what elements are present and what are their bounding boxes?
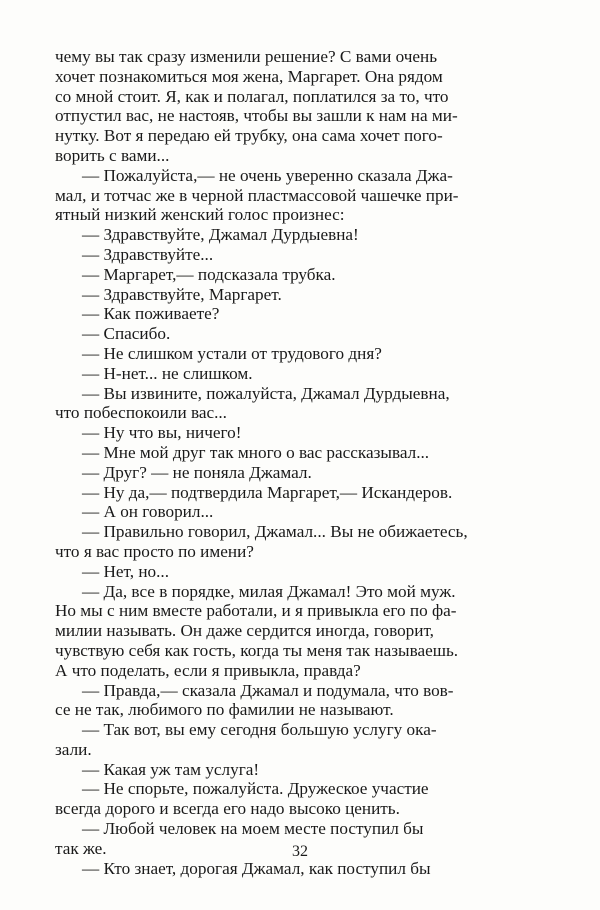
text-line: — Вы извините, пожалуйста, Джамал Дурдыевна, [82,383,450,403]
text-line: мал, и тотчас же в черной пластмассовой чашечке при- [55,185,459,205]
text-line: отпустил вас, не настояв, чтобы вы зашли к нам на ми- [55,106,458,126]
text-line: — Спасибо. [82,324,171,344]
text-line: — Правильно говорил, Джамал... Вы не обижаетесь, [82,522,468,542]
text-line: — Мне мой друг так много о вас рассказывал... [82,442,430,462]
text-line: — А он говорил... [82,502,214,522]
text-line: ятный низкий женский голос произнес: [55,205,345,225]
text-line: — Пожалуйста,— не очень уверенно сказала Джа- [82,165,453,185]
text-line: — Здравствуйте, Джамал Дурдыевна! [82,225,359,245]
text-line: Но мы с ним вместе работали, и я привыкла его по фа- [55,601,457,621]
text-line: — Да, все в порядке, милая Джамал! Это мой муж. [82,581,456,601]
page-number: 32 [292,843,308,860]
text-line: — Ну что вы, ничего! [82,423,242,443]
text-line: милии называть. Он даже сердится иногда, говорит, [55,621,434,641]
text-line: — Как поживаете? [82,304,220,324]
text-line: чувствую себя как гость, когда ты меня так называешь. [55,640,459,660]
text-line: что я вас просто по имени? [55,541,254,561]
text-line: ворить с вами... [55,145,170,165]
text-line: — Ну да,— подтвердила Маргарет,— Искандеров. [82,482,453,502]
text-line: — Здравствуйте... [82,244,214,264]
text-line: всегда дорого и всегда его надо высоко ценить. [55,799,400,819]
text-line: — Так вот, вы ему сегодня большую услугу ока- [82,720,437,740]
text-line: се не так, любимого по фамилии не называют. [55,700,394,720]
text-line: — Н-нет... не слишком. [82,363,253,383]
text-line: со мной стоит. Я, как и полагал, поплатился за то, что [55,86,449,106]
text-line: — Не слишком устали от трудового дня? [82,343,382,363]
text-line: — Здравствуйте, Маргарет. [82,284,282,304]
text-line: — Любой человек на моем месте поступил бы [82,819,424,839]
text-line: хочет познакомиться моя жена, Маргарет. Она рядом [55,66,443,86]
text-line: — Не спорьте, пожалуйста. Дружеское участие [82,779,429,799]
text-line: зали. [55,739,92,759]
text-line: нутку. Вот я передаю ей трубку, она сама хочет пого- [55,126,443,146]
text-line: — Кто знает, дорогая Джамал, как поступил бы [82,858,431,878]
text-line: что побеспокоили вас... [55,403,227,423]
text-line: — Правда,— сказала Джамал и подумала, что вов- [82,680,454,700]
text-line: — Маргарет,— подсказала трубка. [82,264,336,284]
text-line: А что поделать, если я привыкла, правда? [55,660,361,680]
body-text [55,47,545,878]
text-line: — Нет, но... [82,561,170,581]
text-line: так же. [55,838,107,858]
text-line: чему вы так сразу изменили решение? С вами очень [55,47,438,66]
text-line: — Друг? — не поняла Джамал. [82,462,312,482]
text-line: — Какая уж там услуга! [82,759,260,779]
